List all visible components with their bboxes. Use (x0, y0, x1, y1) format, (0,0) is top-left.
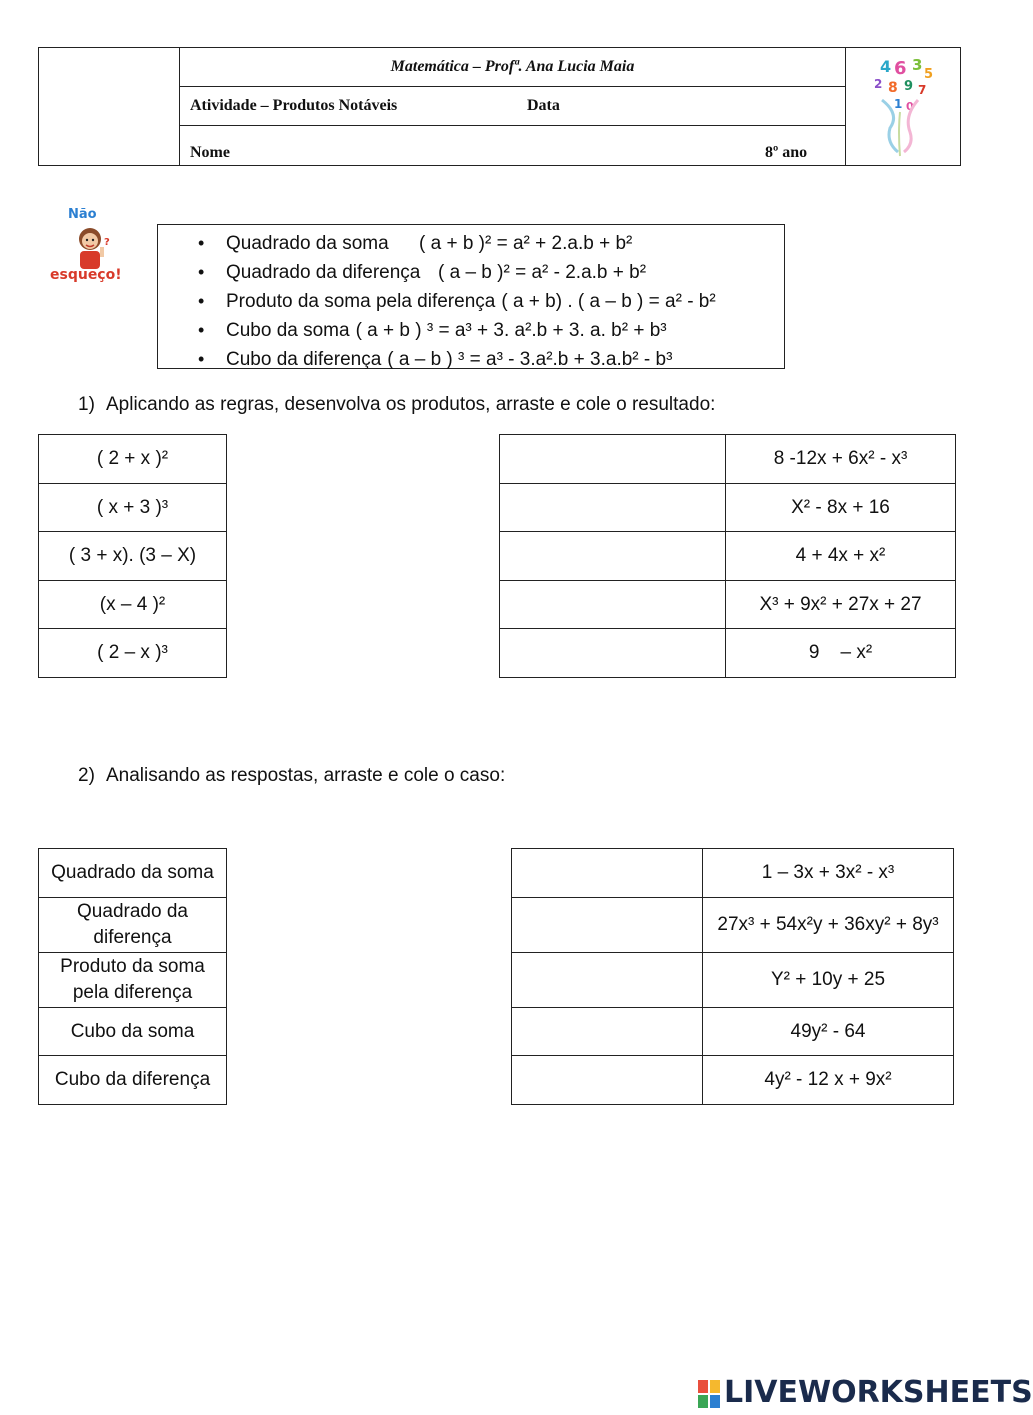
svg-text:7: 7 (918, 83, 927, 97)
q1-results-table (499, 434, 956, 678)
rule-formula: ( a + b )² = a² + 2.a.b + b² (419, 233, 633, 254)
q2-answer-cell: Y² + 10y + 25 (703, 953, 954, 1008)
q2-cases-table (38, 848, 227, 1105)
q2-answer-cell: 4y² - 12 x + 9x² (703, 1056, 954, 1105)
q1-result-cell: 9 – x² (726, 629, 956, 678)
q1-product-cell: ( 3 + x). (3 – X) (39, 532, 227, 581)
svg-text:?: ? (104, 237, 110, 248)
q2-case-cell: Produto da soma pela diferença (39, 953, 227, 1008)
q2-case-cell: Cubo da soma (39, 1008, 227, 1056)
header-row-line-2 (180, 125, 845, 126)
q2-case-cell: Cubo da diferença (39, 1056, 227, 1105)
q2-drop-slot[interactable] (512, 898, 703, 953)
q2-answer-cell: 49y² - 64 (703, 1008, 954, 1056)
q2-answer-cell: 27x³ + 54x²y + 36xy² + 8y³ (703, 898, 954, 953)
rules-box (157, 224, 785, 369)
q1-result-cell: X² - 8x + 16 (726, 484, 956, 532)
question-1-number: 1) (78, 394, 95, 415)
rule-item (226, 287, 784, 316)
q1-result-cell: 4 + 4x + x² (726, 532, 956, 581)
badge-text-bottom: esqueço! (50, 267, 122, 283)
rule-name: Cubo da diferença (226, 349, 382, 370)
question-2 (78, 765, 505, 787)
q1-product-cell: ( 2 – x )³ (39, 629, 227, 678)
q2-case-cell: Quadrado da soma (39, 849, 227, 898)
rules-list (158, 229, 784, 374)
badge-text-top: Não (68, 207, 97, 222)
svg-text:5: 5 (924, 67, 934, 82)
header-row-line-1 (180, 86, 845, 87)
rule-item (226, 258, 784, 287)
q1-drop-slot[interactable] (500, 629, 726, 678)
q1-product-cell: (x – 4 )² (39, 581, 227, 629)
rule-formula: ( a + b) . ( a – b ) = a² - b² (501, 291, 716, 312)
rule-name: Quadrado da diferença (226, 262, 421, 283)
q1-result-cell: X³ + 9x² + 27x + 27 (726, 581, 956, 629)
q1-product-cell: ( 2 + x )² (39, 435, 227, 484)
grade-label: 8º ano (765, 144, 808, 161)
teacher-avatar-icon (66, 223, 114, 271)
name-label: Nome (190, 144, 230, 161)
header-title: Matemática – Profª. Ana Lucia Maia (390, 58, 635, 75)
rule-item (226, 229, 784, 258)
svg-text:4: 4 (880, 57, 892, 76)
q1-product-cell: ( x + 3 )³ (39, 484, 227, 532)
svg-text:0: 0 (906, 100, 914, 113)
q2-answers-table (511, 848, 954, 1105)
reminder-badge (48, 205, 132, 289)
svg-text:6: 6 (894, 58, 907, 79)
lws-mark-icon (698, 1380, 722, 1410)
question-1 (78, 394, 715, 416)
svg-text:9: 9 (904, 79, 914, 94)
svg-text:2: 2 (874, 77, 883, 91)
rule-item (226, 345, 784, 374)
date-label: Data (527, 97, 560, 114)
question-1-text: Aplicando as regras, desenvolva os produtos, arraste e cole o resultado: (106, 394, 716, 415)
rule-name: Quadrado da soma (226, 233, 389, 254)
rule-name: Produto da soma pela diferença (226, 291, 496, 312)
rule-name: Cubo da soma (226, 320, 350, 341)
q2-drop-slot[interactable] (512, 953, 703, 1008)
q2-answer-cell: 1 – 3x + 3x² - x³ (703, 849, 954, 898)
q2-drop-slot[interactable] (512, 849, 703, 898)
q1-result-cell: 8 -12x + 6x² - x³ (726, 435, 956, 484)
q1-products-table (38, 434, 227, 678)
rule-formula: ( a + b ) ³ = a³ + 3. a².b + 3. a. b² + b³ (355, 320, 667, 341)
activity-title: Atividade – Produtos Notáveis (190, 97, 398, 114)
svg-text:8: 8 (888, 80, 898, 96)
svg-text:1: 1 (894, 97, 903, 111)
math-numbers-illustration (860, 52, 950, 160)
svg-text:3: 3 (912, 56, 923, 74)
q1-drop-slot[interactable] (500, 581, 726, 629)
question-2-text: Analisando as respostas, arraste e cole o caso: (106, 765, 506, 786)
rule-formula: ( a – b ) ³ = a³ - 3.a².b + 3.a.b² - b³ (387, 349, 673, 370)
q2-drop-slot[interactable] (512, 1008, 703, 1056)
rule-formula: ( a – b )² = a² - 2.a.b + b² (438, 262, 647, 283)
logo-text: LIVEWORKSHEETS (724, 1375, 1033, 1410)
question-2-number: 2) (78, 765, 95, 786)
q2-case-cell: Quadrado da diferença (39, 898, 227, 953)
q2-drop-slot[interactable] (512, 1056, 703, 1105)
q1-drop-slot[interactable] (500, 532, 726, 581)
q1-drop-slot[interactable] (500, 435, 726, 484)
header-divider-right (845, 47, 846, 166)
rule-item (226, 316, 784, 345)
q1-drop-slot[interactable] (500, 484, 726, 532)
